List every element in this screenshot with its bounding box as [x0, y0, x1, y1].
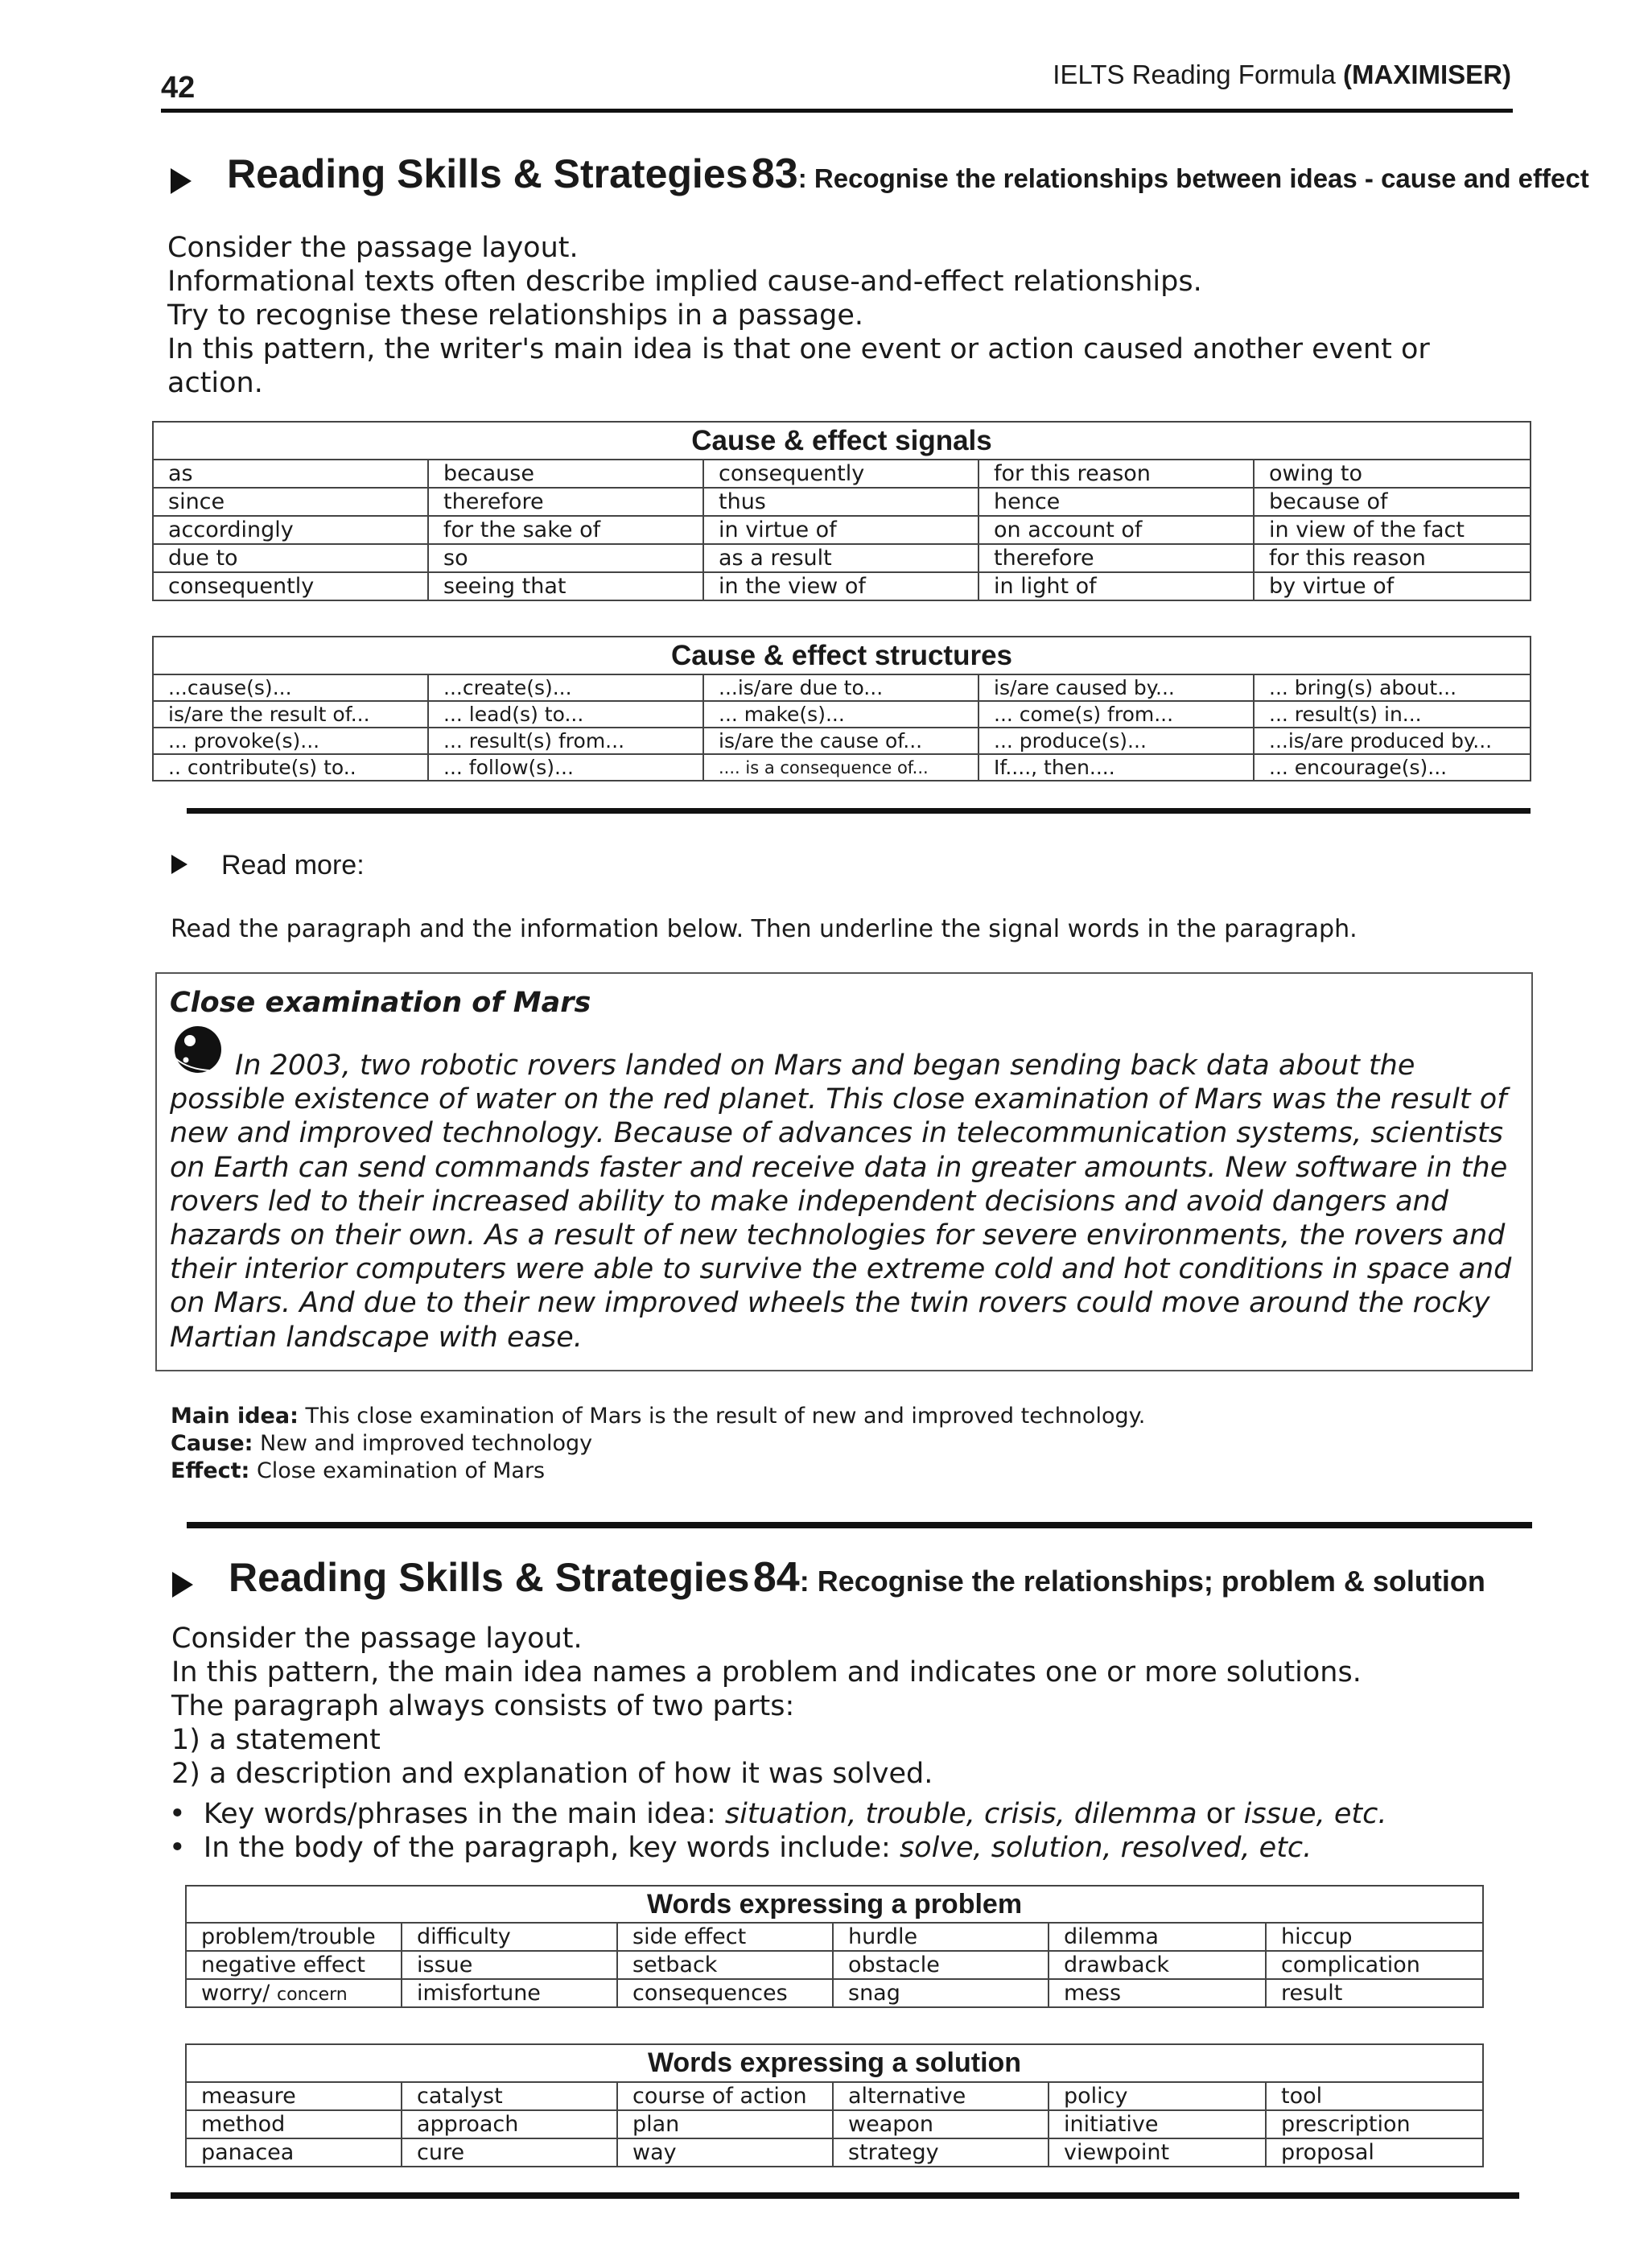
table-cell: consequently	[703, 460, 978, 488]
table-cell: consequences	[617, 1979, 833, 2007]
table-cell: problem/trouble	[186, 1923, 402, 1951]
table-cell: difficulty	[402, 1923, 617, 1951]
book-edition: (MAXIMISER)	[1343, 60, 1511, 89]
table-cell: in virtue of	[703, 516, 978, 544]
problem-table-title: Words expressing a problem	[186, 1886, 1483, 1923]
section-84-subtitle: : Recognise the relationships; problem & solution	[799, 1565, 1485, 1598]
table-cell: for this reason	[1254, 544, 1531, 572]
read-more	[171, 850, 365, 881]
table-cell: in light of	[978, 572, 1254, 600]
table-cell: .. contribute(s) to..	[153, 754, 428, 781]
page-number: 42	[161, 71, 196, 105]
section-84-title: Reading Skills & Strategies	[229, 1555, 750, 1600]
book-title	[1053, 60, 1511, 90]
table-cell: hence	[978, 488, 1254, 516]
table-cell: because of	[1254, 488, 1531, 516]
signals-table	[152, 421, 1531, 601]
section-83-intro	[167, 231, 1430, 400]
table-cell: alternative	[833, 2082, 1049, 2110]
section-84-intro	[171, 1622, 1362, 1791]
cause-row	[171, 1430, 1145, 1458]
table-cell: side effect	[617, 1923, 833, 1951]
table-cell: course of action	[617, 2082, 833, 2110]
intro-line: 1) a statement	[171, 1724, 381, 1756]
passage-line: In 2003, two robotic rovers landed on Mars and began sending back data about the	[235, 1049, 1415, 1082]
main-idea-row	[171, 1403, 1145, 1430]
table-cell: ...cause(s)...	[153, 674, 428, 701]
section-84-heading	[172, 1553, 1485, 1602]
passage-line: their interior computers were able to survive the extreme cold and hot conditions in space and	[170, 1253, 1512, 1286]
problem-table	[185, 1885, 1484, 2008]
table-cell: ... result(s) from...	[428, 728, 703, 754]
table-cell: hiccup	[1266, 1923, 1483, 1951]
table-cell: If...., then....	[978, 754, 1254, 781]
table-cell: owing to	[1254, 460, 1531, 488]
table-cell: ... produce(s)...	[978, 728, 1254, 754]
bullet-italic: situation, trouble, crisis, dilemma	[724, 1798, 1197, 1830]
table-cell: on account of	[978, 516, 1254, 544]
table-cell: by virtue of	[1254, 572, 1531, 600]
passage-line: hazards on their own. As a result of new technologies for severe environments, the rovers and	[170, 1219, 1506, 1252]
table-cell: ...create(s)...	[428, 674, 703, 701]
section-83-number: 83	[751, 151, 798, 197]
bullet-dot-icon: •	[169, 1832, 204, 1864]
table-cell: seeing that	[428, 572, 703, 600]
triangle-bullet-icon	[172, 1572, 193, 1598]
table-cell: ...is/are due to...	[703, 674, 978, 701]
passage-text	[170, 1049, 1511, 1355]
table-cell: ... come(s) from...	[978, 701, 1254, 728]
table-cell: negative effect	[186, 1951, 402, 1979]
table-cell: snag	[833, 1979, 1049, 2007]
table-cell: ... make(s)...	[703, 701, 978, 728]
section-83-title: Reading Skills & Strategies	[227, 151, 748, 196]
table-cell: method	[186, 2110, 402, 2138]
section-rule	[187, 808, 1531, 814]
passage-line: possible existence of water on the red planet. This close examination of Mars was the result of	[170, 1083, 1507, 1116]
passage-line: Martian landscape with ease.	[170, 1321, 583, 1354]
table-cell: so	[428, 544, 703, 572]
table-cell: cure	[402, 2138, 617, 2167]
table-cell: ... result(s) in...	[1254, 701, 1531, 728]
intro-line: 2) a description and explanation of how it was solved.	[171, 1758, 933, 1790]
table-cell: tool	[1266, 2082, 1483, 2110]
passage-title: Close examination of Mars	[170, 987, 591, 1019]
table-cell: for this reason	[978, 460, 1254, 488]
structures-table	[152, 636, 1531, 781]
footer-rule	[171, 2192, 1519, 2199]
main-idea-value: This close examination of Mars is the result of new and improved technology.	[305, 1404, 1146, 1429]
bullet-item	[169, 1831, 1386, 1865]
table-cell: mess	[1049, 1979, 1266, 2007]
intro-line: In this pattern, the main idea names a problem and indicates one or more solutions.	[171, 1656, 1362, 1689]
table-cell: hurdle	[833, 1923, 1049, 1951]
worry-suffix: concern	[277, 1985, 348, 2005]
table-cell: therefore	[428, 488, 703, 516]
table-cell: viewpoint	[1049, 2138, 1266, 2167]
table-cell: weapon	[833, 2110, 1049, 2138]
table-cell: in the view of	[703, 572, 978, 600]
table-cell: complication	[1266, 1951, 1483, 1979]
table-cell: result	[1266, 1979, 1483, 2007]
summary	[171, 1403, 1145, 1485]
passage-line: new and improved technology. Because of advances in telecommunication systems, scientists	[170, 1117, 1503, 1150]
intro-line: In this pattern, the writer's main idea is that one event or action caused another event or	[167, 333, 1430, 365]
table-cell: in view of the fact	[1254, 516, 1531, 544]
section-83-subtitle: : Recognise the relationships between ideas - cause and effect	[797, 163, 1589, 193]
table-cell: thus	[703, 488, 978, 516]
table-cell: ... follow(s)...	[428, 754, 703, 781]
instruction-text: Read the paragraph and the information below. Then underline the signal words in the paragraph.	[171, 915, 1358, 943]
book-title-text: IELTS Reading Formula	[1053, 60, 1336, 89]
intro-line: The paragraph always consists of two parts:	[171, 1690, 795, 1722]
main-idea-label: Main idea:	[171, 1404, 299, 1429]
bullet-item	[169, 1797, 1386, 1831]
table-cell: imisfortune	[402, 1979, 617, 2007]
section-84-number: 84	[752, 1554, 800, 1601]
structures-table-title: Cause & effect structures	[153, 637, 1531, 674]
signals-table-title: Cause & effect signals	[153, 422, 1531, 460]
table-cell: because	[428, 460, 703, 488]
read-more-label: Read more:	[221, 850, 365, 880]
table-cell: as	[153, 460, 428, 488]
table-cell: consequently	[153, 572, 428, 600]
section-rule	[187, 1522, 1532, 1528]
cause-value: New and improved technology	[260, 1431, 593, 1456]
table-cell: catalyst	[402, 2082, 617, 2110]
triangle-bullet-icon	[171, 855, 187, 874]
bullet-italic: solve, solution, resolved, etc.	[899, 1832, 1312, 1864]
table-cell: obstacle	[833, 1951, 1049, 1979]
table-cell: ... bring(s) about...	[1254, 674, 1531, 701]
table-cell: as a result	[703, 544, 978, 572]
table-cell: way	[617, 2138, 833, 2167]
table-cell: setback	[617, 1951, 833, 1979]
effect-label: Effect:	[171, 1458, 250, 1483]
bullet-dot-icon: •	[169, 1798, 204, 1830]
table-cell: ... encourage(s)...	[1254, 754, 1531, 781]
table-cell: dilemma	[1049, 1923, 1266, 1951]
table-cell: plan	[617, 2110, 833, 2138]
effect-value: Close examination of Mars	[256, 1458, 546, 1483]
intro-line: action.	[167, 367, 263, 399]
effect-row	[171, 1458, 1145, 1485]
table-cell: is/are the cause of...	[703, 728, 978, 754]
triangle-bullet-icon	[171, 168, 192, 194]
worry-text: worry/	[201, 1981, 270, 2006]
table-cell: ... lead(s) to...	[428, 701, 703, 728]
passage-line: on Mars. And due to their new improved wheels the twin rovers could move around the rocky	[170, 1287, 1490, 1320]
table-cell: approach	[402, 2110, 617, 2138]
key-words-bullets	[169, 1797, 1386, 1865]
intro-line: Consider the passage layout.	[167, 232, 579, 264]
table-cell: measure	[186, 2082, 402, 2110]
table-cell: accordingly	[153, 516, 428, 544]
table-cell: ...is/are produced by...	[1254, 728, 1531, 754]
table-cell: therefore	[978, 544, 1254, 572]
table-cell: policy	[1049, 2082, 1266, 2110]
table-cell: prescription	[1266, 2110, 1483, 2138]
cause-label: Cause:	[171, 1431, 253, 1456]
intro-line: Try to recognise these relationships in a passage.	[167, 299, 864, 332]
table-cell: strategy	[833, 2138, 1049, 2167]
table-cell: due to	[153, 544, 428, 572]
passage-line: rovers led to their increased ability to make independent decisions and avoid dangers and	[170, 1185, 1448, 1218]
bullet-italic: issue, etc.	[1243, 1798, 1387, 1830]
table-cell: panacea	[186, 2138, 402, 2167]
table-cell: is/are caused by...	[978, 674, 1254, 701]
section-83-heading	[171, 150, 1589, 198]
table-cell: proposal	[1266, 2138, 1483, 2167]
table-cell: drawback	[1049, 1951, 1266, 1979]
table-cell: issue	[402, 1951, 617, 1979]
table-cell: ... provoke(s)...	[153, 728, 428, 754]
bullet-text: or	[1197, 1798, 1244, 1830]
table-cell: for the sake of	[428, 516, 703, 544]
intro-line: Consider the passage layout.	[171, 1623, 583, 1655]
solution-table-title: Words expressing a solution	[186, 2044, 1483, 2082]
table-cell: is/are the result of...	[153, 701, 428, 728]
table-cell: since	[153, 488, 428, 516]
table-cell: initiative	[1049, 2110, 1266, 2138]
solution-table	[185, 2043, 1484, 2167]
header-rule	[161, 109, 1513, 113]
bullet-text: In the body of the paragraph, key words include:	[203, 1832, 900, 1864]
passage-line: on Earth can send commands faster and receive data in greater amounts. New software in the	[170, 1151, 1508, 1184]
table-cell: .... is a consequence of...	[703, 754, 978, 781]
intro-line: Informational texts often describe implied cause-and-effect relationships.	[167, 266, 1202, 298]
bullet-text: Key words/phrases in the main idea:	[203, 1798, 725, 1830]
table-cell	[186, 1979, 402, 2007]
